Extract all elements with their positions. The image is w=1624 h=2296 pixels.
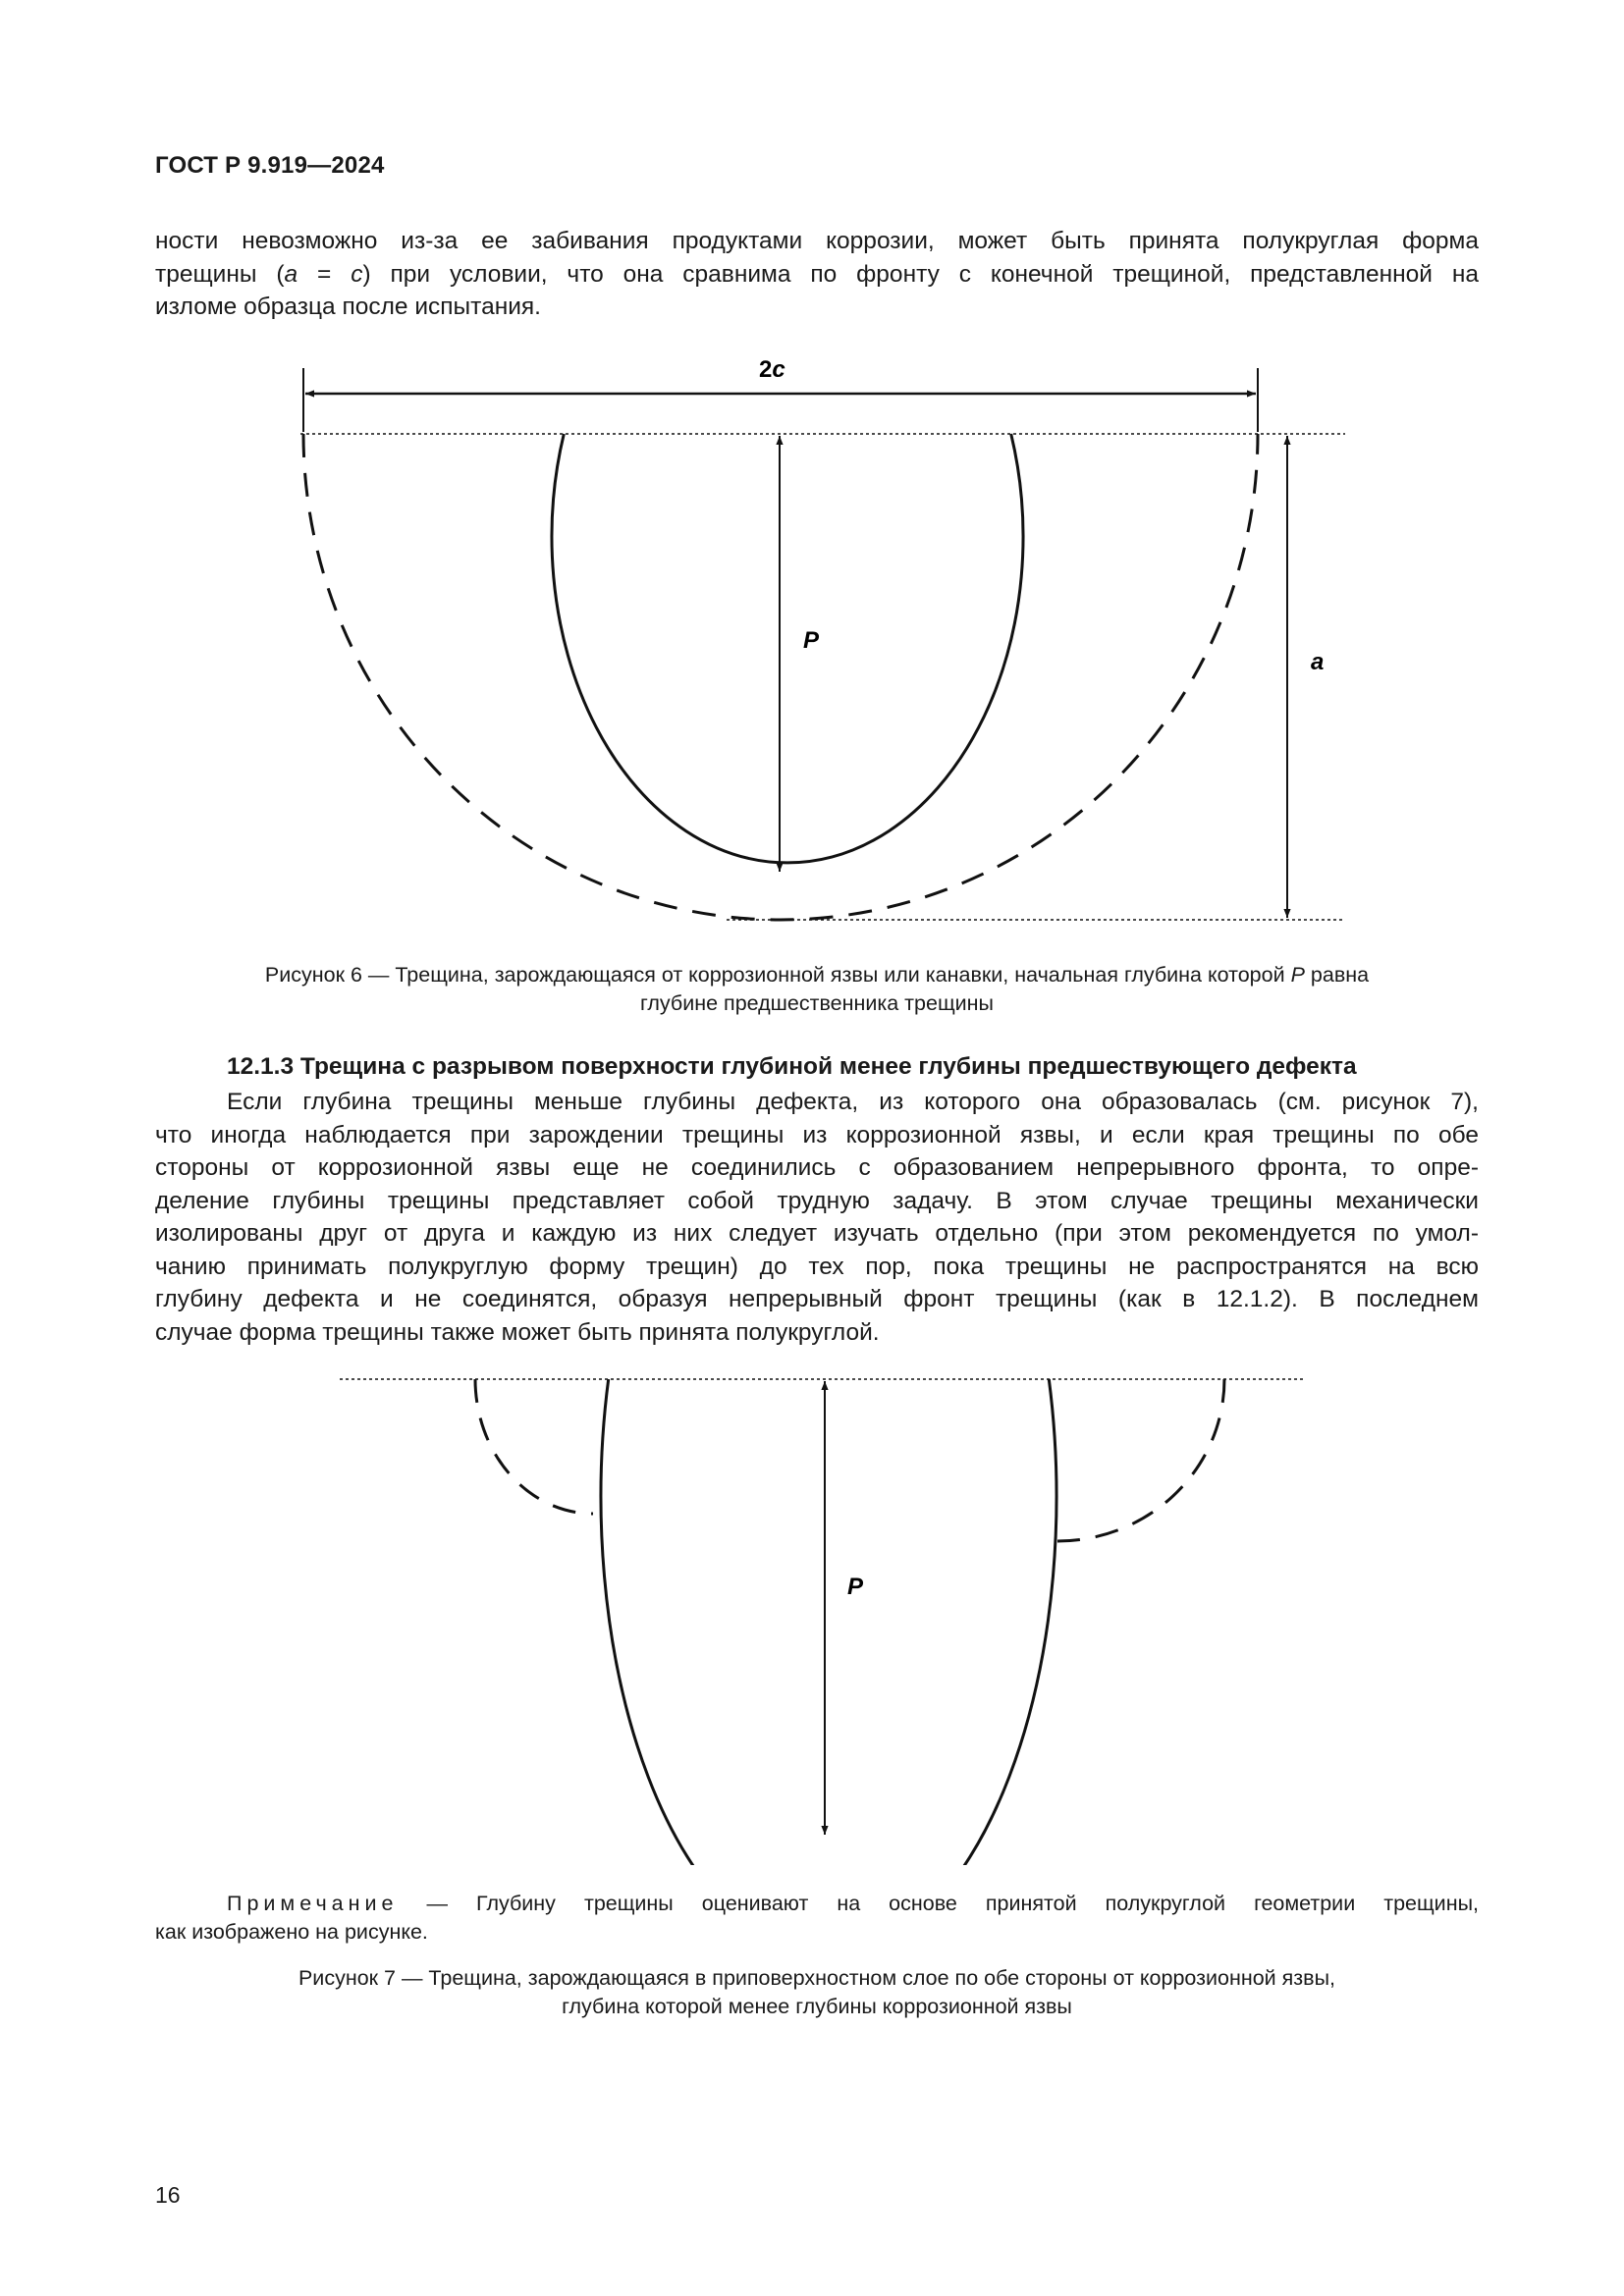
intro-line-3: изломе образца после испытания. [155,294,541,320]
fig6-label-2c: 2c [759,356,785,383]
section-heading-12-1-3: 12.1.3 Трещина с разрывом поверхности глубиной менее глубины предшествующего дефекта [227,1053,1357,1080]
figure-7-diagram [0,1355,1624,1865]
intro-line-1: ности невозможно из-за ее забивания продуктами коррозии, может быть принята полукруглая форма [155,228,1479,254]
page-number: 16 [155,2182,181,2208]
note-line-1: Примечание — Глубину трещины оценивают на основе принятой полукруглой геометрии трещины, [227,1892,1479,1915]
section-paragraph [155,1086,1479,1349]
fig6-label-a: a [1311,649,1325,675]
fig6-caption-line-2: глубине предшественника трещины [640,991,994,1015]
figure-6-caption [155,961,1479,1018]
section-line-5: изолированы друг от друга и каждую из них следует изучать отдельно (при этом рекомендуется по умол- [155,1220,1479,1247]
note-label: Примечание [227,1892,399,1915]
fig6-corrosion-pit-outline [552,434,1023,863]
fig6-label-P: P [803,627,820,654]
section-line-7: глубину дефекта и не соединятся, образуя непрерывный фронт трещины (как в 12.1.2). В последнем [155,1286,1479,1312]
fig7-corrosion-pit-outline [601,1379,1056,1865]
fig7-left-crack-front [475,1379,593,1514]
section-line-4: деление глубины трещины представляет собой трудную задачу. В этом случае трещины механически [155,1187,1479,1214]
section-line-2: что иногда наблюдается при зарождении трещины из коррозионной язвы, и если края трещины по обе [155,1121,1479,1148]
section-line-6: чанию принимать полукруглую форму трещин) до тех пор, пока трещины не распространятся на всю [155,1253,1479,1280]
figure-7-note [155,1890,1479,1947]
fig7-right-crack-front [1057,1379,1224,1541]
note-line-2: как изображено на рисунке. [155,1920,428,1944]
fig7-caption-line-1: Рисунок 7 — Трещина, зарождающаяся в приповерхностном слое по обе стороны от коррозионной язвы, [298,1966,1336,1990]
intro-line-2: трещины (a = c) при условии, что она сравнима по фронту с конечной трещиной, представленной на [155,260,1480,288]
section-line-3: стороны от коррозионной язвы еще не соединились с образованием непрерывного фронта, то опре- [155,1154,1479,1181]
figure-6-diagram [0,0,1624,982]
fig6-caption-line-1: Рисунок 6 — Трещина, зарождающаяся от коррозионной язвы или канавки, начальная глубина которой P равна [264,963,1370,987]
figure-7-caption [155,1964,1479,2021]
fig7-caption-line-2: глубина которой менее глубины коррозионной язвы [562,1995,1072,2018]
section-line-8: случае форма трещины также может быть принята полукруглой. [155,1318,880,1346]
document-code-header: ГОСТ Р 9.919—2024 [155,152,385,179]
fig7-label-P: P [847,1574,864,1600]
section-line-1: Если глубина трещины меньше глубины дефекта, из которого она образовалась (см. рисунок 7), [227,1089,1479,1115]
